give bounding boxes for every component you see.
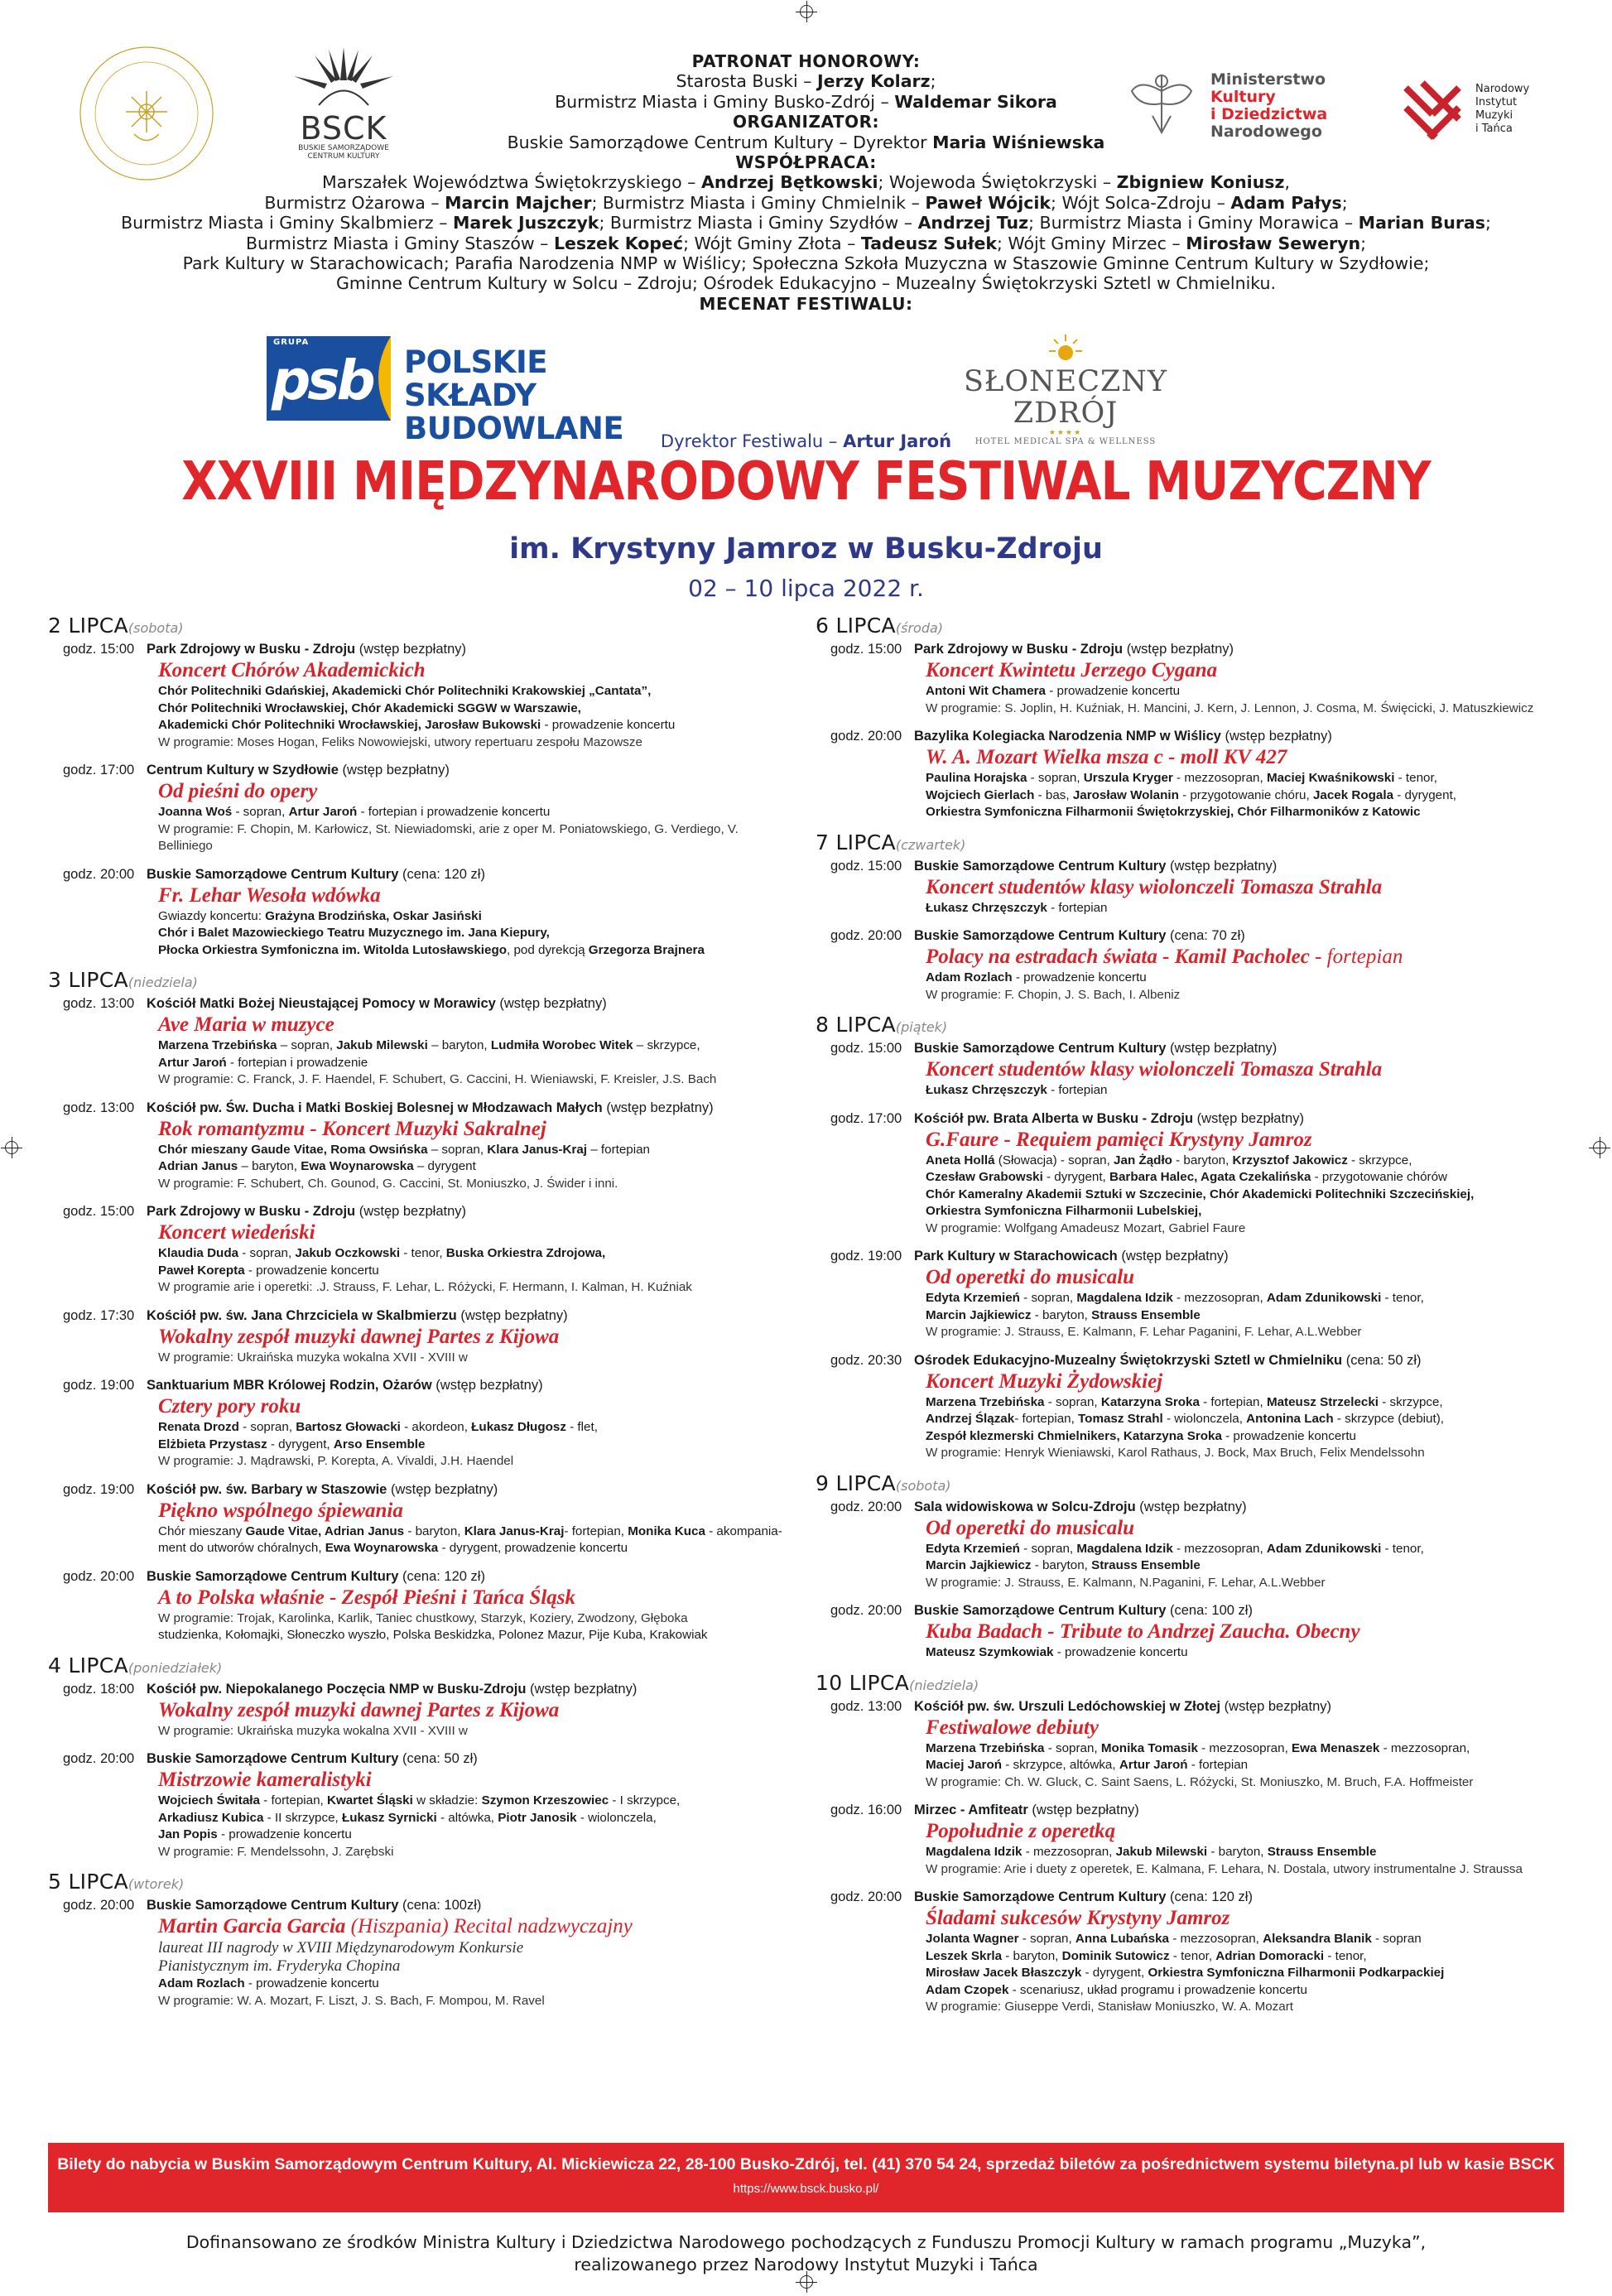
event — [816, 1247, 1561, 1341]
patronat-line-2: Burmistrz Miasta i Gminy Busko-Zdrój – Waldemar Sikora — [555, 91, 1057, 112]
day-date: 4 LIPCA — [48, 1653, 128, 1677]
day-date: 8 LIPCA — [816, 1013, 896, 1037]
event-program: W programie: J. Strauss, E. Kalmann, N.Paganini, F. Lehar, A.L.Webber — [926, 1575, 1326, 1590]
event — [48, 1750, 785, 1860]
event-title: Od operetki do musicalu — [926, 1266, 1135, 1288]
ministry-line-1: Ministerstwo — [1210, 70, 1326, 89]
event-performers: Jan Popis - prowadzenie koncertu — [158, 1827, 352, 1841]
event-time: godz. 17:00 — [830, 1110, 902, 1126]
coop-line: Burmistrz Ożarowa – Marcin Majcher; Burmistrz Miasta i Gminy Chmielnik – Paweł Wójcik; Wójt Solca-Zdroju – Adam Pałys; — [264, 192, 1348, 213]
event-time: godz. 19:00 — [830, 1249, 902, 1264]
psb-tag: GRUPA — [273, 338, 310, 347]
event-performers: Renata Drozd - sopran, Bartosz Głowacki - akordeon, Łukasz Długosz - flet, — [158, 1420, 598, 1434]
event — [48, 1480, 785, 1557]
event-venue: Buskie Samorządowe Centrum Kultury (cena: 50 zł) — [147, 1751, 478, 1766]
event-program: W programie: F. Schubert, Ch. Gounod, G. Caccini, St. Moniuszko, J. Świder i inni. — [158, 1176, 618, 1191]
day-weekday: (sobota) — [128, 620, 184, 636]
event — [816, 927, 1561, 1004]
event-performers: Chór Politechniki Gdańskiej, Akademicki Chór Politechniki Krakowskiej „Cantata”, — [158, 684, 652, 698]
event-performers: Paulina Horajska - sopran, Urszula Kryger - mezzosopran, Maciej Kwaśnikowski - tenor, — [926, 771, 1437, 785]
event-title: Koncert studentów klasy wiolonczeli Tomasza Strahla — [926, 875, 1383, 898]
event-program: W programie: F. Chopin, J. S. Bach, I. Albeniz — [926, 987, 1181, 1002]
event-header — [816, 1801, 1561, 1819]
event-header — [816, 857, 1561, 875]
event-header — [816, 1039, 1561, 1057]
day-weekday: (środa) — [895, 620, 944, 636]
psb-line-1: POLSKIE SKŁADY — [404, 344, 548, 413]
event-performers: Paweł Korepta - prowadzenie koncertu — [158, 1263, 379, 1278]
event-venue: Buskie Samorządowe Centrum Kultury (cena: 100 zł) — [914, 1603, 1253, 1618]
event-performers: Adrian Janus – baryton, Ewa Woynarowska – dyrygent — [158, 1159, 476, 1173]
event-time: godz. 18:00 — [63, 1681, 135, 1697]
event-performers: Wojciech Świtała - fortepian, Kwartet Śląski w składzie: Szymon Krzeszowiec - I skrzypce, — [158, 1793, 681, 1807]
event-time: godz. 20:00 — [830, 1889, 902, 1904]
event — [816, 1888, 1561, 2016]
event-header — [48, 1750, 785, 1768]
coop-line: Burmistrz Miasta i Gminy Skalbmierz – Marek Juszczyk; Burmistrz Miasta i Gminy Szydłów – Andrzej Tuz; Burmistrz Miasta i Gminy Morawica – Marian Buras; — [121, 213, 1491, 233]
event-performers: Orkiestra Symfoniczna Filharmonii Świętokrzyskiej, Chór Filharmoników z Katowic — [926, 805, 1421, 819]
psb-logo — [267, 336, 656, 446]
event — [816, 1351, 1561, 1462]
event-time: godz. 20:00 — [63, 1568, 135, 1584]
nimit-line-1: Narodowy — [1475, 83, 1530, 95]
registration-mark-bottom — [800, 2275, 813, 2289]
funding-note — [0, 2231, 1612, 2276]
event-program: W programie: Henryk Wieniawski, Karol Rathaus, J. Bock, Max Bruch, Felix Mendelssohn — [926, 1446, 1425, 1460]
event-performers: Jolanta Wagner - sopran, Anna Lubańska - mezzosopran, Aleksandra Blanik - sopran — [926, 1932, 1422, 1946]
event-note: Pianistycznym im. Fryderyka Chopina — [158, 1957, 401, 1975]
event-program: W programie: Ukraińska muzyka wokalna XVII - XVIII w — [158, 1723, 468, 1738]
sloneczny-tagline: HOTEL MEDICAL SPA & WELLNESS — [974, 437, 1157, 446]
event-performers: Edyta Krzemień - sopran, Magdalena Idzik - mezzosopran, Adam Zdunikowski - tenor, — [926, 1541, 1424, 1556]
coop-line: Marszałek Województwa Świętokrzyskiego – Andrzej Bętkowski; Wojewoda Świętokrzyski – Zbigniew Koniusz, — [322, 172, 1290, 193]
ministry-line-4: Narodowego — [1210, 123, 1322, 141]
event-program: W programie: Arie i duety z operetek, E. Kalmana, F. Lehara, N. Dostala, utwory instrumentalne J. Straussa — [926, 1861, 1523, 1876]
event-time: godz. 20:00 — [830, 729, 902, 744]
day-weekday: (piątek) — [895, 1019, 948, 1035]
header-credits — [108, 51, 1504, 314]
event-performers: Adam Rozlach - prowadzenie koncertu — [926, 970, 1147, 984]
event — [48, 640, 785, 751]
event-header — [48, 1680, 785, 1698]
event — [816, 1039, 1561, 1100]
event-performers: Płocka Orkiestra Symfoniczna im. Witolda Lutosławskiego, pod dyrekcją Grzegorza Brajnera — [158, 942, 705, 957]
event-title: Kuba Badach - Tribute to Andrzej Zaucha. Obecny — [926, 1620, 1360, 1643]
event-header — [48, 761, 785, 779]
event-header — [48, 1480, 785, 1499]
day-weekday: (wtorek) — [128, 1876, 185, 1892]
schedule-right-column — [816, 611, 1561, 2026]
event — [816, 1601, 1561, 1662]
day-date: 2 LIPCA — [48, 614, 128, 638]
event-header — [48, 1202, 785, 1220]
event-performers: Chór Kameralny Akademii Sztuki w Szczecinie, Chór Akademicki Politechniki Szczecińskiej, — [926, 1187, 1475, 1201]
event-time: godz. 20:30 — [830, 1352, 902, 1368]
bsck-logo-sub1: BUSKIE SAMORZĄDOWE — [298, 144, 389, 152]
event-title: Koncert studentów klasy wiolonczeli Tomasza Strahla — [926, 1058, 1383, 1081]
event-header — [48, 640, 785, 658]
day-weekday: (czwartek) — [895, 836, 966, 853]
event-title: Polacy na estradach świata - Kamil Pacholec - fortepian — [926, 946, 1403, 968]
ministry-line-3: i Dziedzictwa — [1210, 105, 1328, 123]
sloneczny-stars: ★★★★ — [1048, 429, 1083, 437]
event-title: Koncert Muzyki Żydowskiej — [926, 1369, 1163, 1393]
event-time: godz. 15:00 — [830, 1041, 902, 1056]
day-weekday: (sobota) — [895, 1477, 951, 1494]
event-performers: Adam Rozlach - prowadzenie koncertu — [158, 1976, 379, 1990]
funding-line-1: Dofinansowano ze środków Ministra Kultury i Dziedzictwa Narodowego pochodzących z Funduszu Promocji Kultury w ramach programu „Muzyka”, — [185, 2232, 1427, 2252]
event-title: Festiwalowe debiuty — [926, 1716, 1100, 1739]
event — [816, 857, 1561, 917]
event-title: Śladami sukcesów Krystyny Jamroz — [926, 1907, 1230, 1929]
event-venue: Park Kultury w Starachowicach (wstęp bezpłatny) — [914, 1249, 1229, 1264]
event-venue: Buskie Samorządowe Centrum Kultury (cena: 70 zł) — [914, 928, 1245, 943]
event — [48, 994, 785, 1089]
event-venue: Buskie Samorządowe Centrum Kultury (cena: 120 zł) — [147, 1568, 485, 1584]
event — [816, 1498, 1561, 1592]
event-header — [816, 1601, 1561, 1620]
mecenat-label: MECENAT FESTIWALU: — [699, 293, 913, 314]
day-heading — [816, 1472, 1561, 1498]
ticket-info-bar — [48, 2143, 1564, 2212]
coop-line: Park Kultury w Starachowicach; Parafia Narodzenia NMP w Wiślicy; Społeczna Szkoła Muzyczna w Staszowie Gminne Centrum Kultury w Szydłowie; — [182, 253, 1430, 274]
event-performers: Leszek Skrla - baryton, Dominik Sutowicz - tenor, Adrian Domoracki - tenor, — [926, 1948, 1367, 1963]
event-program: W programie: J. Mądrawski, P. Korepta, A. Vivaldi, J.H. Haendel — [158, 1454, 514, 1468]
event-performers: Adam Czopek - scenariusz, układ programu i prowadzenie koncertu — [926, 1982, 1307, 1997]
event-time: godz. 15:00 — [830, 642, 902, 657]
event-title: Ave Maria w muzyce — [158, 1013, 334, 1036]
event-venue: Park Zdrojowy w Busku - Zdroju (wstęp bezpłatny) — [147, 1204, 467, 1219]
event-venue: Kościół pw. Św. Ducha i Matki Boskiej Bolesnej w Młodzawach Małych (wstęp bezpłatny) — [147, 1100, 714, 1115]
event — [48, 1202, 785, 1297]
event-title: Wokalny zespół muzyki dawnej Partes z Kijowa — [158, 1325, 560, 1348]
event-header — [816, 1498, 1561, 1516]
day-weekday: (niedziela) — [128, 975, 198, 990]
event-header — [48, 1376, 785, 1394]
event-performers: Chór i Balet Mazowieckiego Teatru Muzycznego im. Jana Kiepury, — [158, 926, 550, 940]
event-header — [816, 640, 1561, 658]
festival-subtitle: im. Krystyny Jamroz w Busku-Zdroju — [509, 532, 1103, 566]
day-heading — [48, 1870, 785, 1896]
event-time: godz. 19:00 — [63, 1481, 135, 1497]
event-venue: Buskie Samorządowe Centrum Kultury (cena: 100zł) — [147, 1898, 482, 1913]
event-performers: ment do utworów chóralnych, Ewa Woynarowska - dyrygent, prowadzenie koncertu — [158, 1541, 628, 1555]
day-weekday: (niedziela) — [909, 1677, 979, 1693]
event-time: godz. 13:00 — [63, 1100, 135, 1115]
event-header — [816, 1888, 1561, 1906]
event-title: Koncert Kwintetu Jerzego Cygana — [926, 659, 1218, 681]
event-time: godz. 19:00 — [63, 1378, 135, 1393]
event-performers: Łukasz Chrzęszczyk - fortepian — [926, 1083, 1108, 1097]
event-venue: Sanktuarium MBR Królowej Rodzin, Ożarów (wstęp bezpłatny) — [147, 1378, 543, 1393]
event — [816, 640, 1561, 717]
event-title: G.Faure - Requiem pamięci Krystyny Jamroz — [926, 1128, 1312, 1151]
event-venue: Bazylika Kolegiacka Narodzenia NMP w Wiślicy (wstęp bezpłatny) — [914, 729, 1332, 744]
festival-director: Dyrektor Festiwalu – Artur Jaroń — [660, 431, 952, 451]
event-time: godz. 20:00 — [63, 1898, 135, 1913]
event-time: godz. 20:00 — [830, 928, 902, 943]
event-time: godz. 15:00 — [830, 858, 902, 874]
event-performers: Chór mieszany Gaude Vitae, Adrian Janus - baryton, Klara Janus-Kraj- fortepian, Monika Kuca - akompania- — [158, 1523, 782, 1538]
coop-label: WSPÓŁPRACA: — [735, 152, 877, 173]
nimit-line-4: i Tańca — [1475, 123, 1513, 135]
nimit-line-3: Muzyki — [1475, 109, 1513, 122]
ministry-line-2: Kultury — [1210, 88, 1276, 106]
funding-line-2: realizowanego przez Narodowy Instytut Muzyki i Tańca — [574, 2255, 1038, 2274]
day-date: 6 LIPCA — [816, 614, 896, 638]
event-header — [816, 1697, 1561, 1716]
event-performers: studzienka, Kołomajki, Słoneczko wyszło, Polska Beskidzka, Polonez Mazur, Pije Kuba, Krakowiak — [158, 1628, 708, 1642]
event-performers: Joanna Woś - sopran, Artur Jaroń - fortepian i prowadzenie koncertu — [158, 805, 551, 819]
event-note: laureat III nagrody w XVIII Międzynarodowym Konkursie — [158, 1939, 524, 1957]
day-heading — [816, 1013, 1561, 1039]
event-venue: Sala widowiskowa w Solcu-Zdroju (wstęp bezpłatny) — [914, 1499, 1247, 1514]
event-venue: Kościół pw. Niepokalanego Poczęcia NMP w Busku-Zdroju (wstęp bezpłatny) — [147, 1681, 638, 1697]
psb-mark: psb — [272, 349, 373, 412]
event-performers: Elżbieta Przystasz - dyrygent, Arso Ensemble — [158, 1437, 426, 1451]
day-weekday: (poniedziałek) — [128, 1659, 223, 1676]
event-program: W programie: Moses Hogan, Feliks Nowowiejski, utwory repertuaru zespołu Mazowsze — [158, 734, 642, 749]
event-performers: Mateusz Szymkowiak - prowadzenie koncertu — [926, 1645, 1188, 1659]
event-venue: Mirzec - Amfiteatr (wstęp bezpłatny) — [914, 1803, 1139, 1817]
event-performers: Antoni Wit Chamera - prowadzenie koncertu — [926, 684, 1181, 698]
event-time: godz. 15:00 — [63, 1204, 135, 1219]
event-venue: Centrum Kultury w Szydłowie (wstęp bezpłatny) — [147, 763, 450, 777]
coop-line: Gminne Centrum Kultury w Solcu – Zdroju; Ośrodek Edukacyjno – Muzealny Świętokrzyski Sztetl w Chmielniku. — [335, 273, 1277, 294]
event-venue: Kościół pw. św. Jana Chrzciciela w Skalbmierzu (wstęp bezpłatny) — [147, 1307, 568, 1323]
event-venue: Park Zdrojowy w Busku - Zdroju (wstęp bezpłatny) — [147, 642, 467, 657]
event-performers: Marzena Trzebińska – sopran, Jakub Milewski – baryton, Ludmiła Worobec Witek – skrzypce, — [158, 1038, 700, 1052]
event-title: Od pieśni do opery — [158, 780, 318, 802]
psb-line-2: BUDOWLANE — [404, 411, 624, 446]
event-header — [48, 1307, 785, 1325]
event-performers: Łukasz Chrzęszczyk - fortepian — [926, 900, 1108, 915]
event-program: W programie: F. Mendelssohn, J. Zarębski — [158, 1844, 394, 1859]
event-performers: Maciej Jaroń - skrzypce, altówka, Artur Jaroń - fortepian — [926, 1758, 1249, 1772]
event — [48, 761, 785, 855]
day-date: 10 LIPCA — [816, 1670, 910, 1695]
event-venue: Buskie Samorządowe Centrum Kultury (cena: 120 zł) — [147, 866, 485, 882]
event-program: W programie: F. Chopin, M. Karłowicz, St. Niewiadomski, arie z oper M. Poniatowskiego, G. Verdiego, V. Belliniego — [158, 821, 739, 853]
event-program: W programie: Ukraińska muzyka wokalna XVII - XVIII w — [158, 1350, 468, 1365]
event-performers: Marzena Trzebińska - sopran, Monika Tomasik - mezzosopran, Ewa Menaszek - mezzosopran, — [926, 1740, 1470, 1755]
event-header — [48, 1099, 785, 1117]
event-time: godz. 20:00 — [63, 866, 135, 882]
event-performers: Aneta Hollá (Słowacja) - sopran, Jan Żądło - baryton, Krzysztof Jakowicz - skrzypce, — [926, 1153, 1412, 1167]
day-heading — [48, 1654, 785, 1680]
day-date: 9 LIPCA — [816, 1470, 896, 1495]
event-title: Cztery pory roku — [158, 1395, 301, 1418]
website-link[interactable]: https://www.bsck.busko.pl/ — [733, 2182, 879, 2196]
event-performers: Magdalena Idzik - mezzosopran, Jakub Milewski - baryton, Strauss Ensemble — [926, 1845, 1377, 1859]
patronat-line-1: Starosta Buski – Jerzy Kolarz; — [676, 71, 936, 92]
event-title: Piękno wspólnego śpiewania — [158, 1499, 403, 1522]
event — [816, 1697, 1561, 1792]
event-performers: Gwiazdy koncertu: Grażyna Brodzińska, Oskar Jasiński — [158, 908, 482, 923]
event-performers: Marcin Jajkiewicz - baryton, Strauss Ensemble — [926, 1307, 1201, 1322]
event-title: Rok romantyzmu - Koncert Muzyki Sakralnej — [158, 1117, 546, 1140]
event — [816, 1801, 1561, 1878]
event-title: Fr. Lehar Wesoła wdówka — [158, 883, 381, 907]
registration-mark-right — [1593, 1141, 1606, 1154]
event-program: W programie arie i operetki: .J. Strauss, F. Lehar, L. Różycki, F. Hermann, I. Kalman, H. Kuźniak — [158, 1280, 692, 1294]
event-title: Mistrzowie kameralistyki — [158, 1769, 372, 1791]
bsck-logo-sub2: CENTRUM KULTURY — [307, 152, 380, 161]
event-performers: Orkiestra Symfoniczna Filharmonii Lubelskiej, — [926, 1204, 1202, 1218]
event-venue: Buskie Samorządowe Centrum Kultury (wstęp bezpłatny) — [914, 858, 1278, 874]
event-time: godz. 20:00 — [830, 1603, 902, 1618]
event-header — [816, 927, 1561, 945]
event-program: W programie: C. Franck, J. F. Haendel, F. Schubert, G. Caccini, H. Wieniawski, F. Kreisler, J.S. Bach — [158, 1072, 717, 1086]
event-performers: Chór Politechniki Wrocławskiej, Chór Akademicki SGGW w Warszawie, — [158, 700, 581, 715]
event-performers: Zespół klezmerski Chmielnikers, Katarzyna Sroka - prowadzenie koncertu — [926, 1428, 1357, 1443]
event-venue: Buskie Samorządowe Centrum Kultury (wstęp bezpłatny) — [914, 1041, 1278, 1056]
event-program: W programie: Trojak, Karolinka, Karlik, Taniec chustkowy, Starzyk, Koziery, Zwodzony, Głęboka — [158, 1610, 688, 1625]
event-time: godz. 20:00 — [63, 1751, 135, 1766]
event-header — [816, 1247, 1561, 1265]
event-venue: Kościół pw. Brata Alberta w Busku - Zdroju (wstęp bezpłatny) — [914, 1110, 1304, 1126]
day-heading — [48, 614, 785, 640]
event — [48, 1376, 785, 1470]
event-time: godz. 16:00 — [830, 1803, 902, 1817]
event-header — [816, 1109, 1561, 1128]
day-date: 7 LIPCA — [816, 830, 896, 854]
event-header — [48, 865, 785, 883]
event-program: W programie: S. Joplin, H. Kuźniak, H. Mancini, J. Kern, J. Lennon, J. Cosma, M. Święcicki, J. Matuszkiewicz — [926, 700, 1534, 715]
event-venue: Park Zdrojowy w Busku - Zdroju (wstęp bezpłatny) — [914, 642, 1234, 657]
event-venue: Kościół pw. św. Urszuli Ledóchowskiej w Złotej (wstęp bezpłatny) — [914, 1698, 1331, 1714]
bsck-logo-main: BSCK — [300, 110, 387, 147]
event — [48, 865, 785, 960]
event-title: Od operetki do musicalu — [926, 1516, 1135, 1539]
event-performers: Czesław Grabowski - dyrygent, Barbara Halec, Agata Czekalińska - przygotowanie chórów — [926, 1170, 1448, 1184]
event-program: W programie: Ch. W. Gluck, C. Saint Saens, L. Różycki, St. Moniuszko, M. Bruch, F.A. Hoffmeister — [926, 1774, 1474, 1789]
event-program: W programie: J. Strauss, E. Kalmann, F. Lehar Paganini, F. Lehar, A.L.Webber — [926, 1325, 1362, 1339]
event-venue: Ośrodek Edukacyjno-Muzealny Świętokrzyski Sztetl w Chmielniku (cena: 50 zł) — [914, 1352, 1422, 1368]
event-performers: Wojciech Gierlach - bas, Jarosław Wolanin - przygotowanie chóru, Jacek Rogala - dyrygent, — [926, 787, 1457, 802]
nimit-line-2: Instytut — [1475, 96, 1518, 108]
festival-dates: 02 – 10 lipca 2022 r. — [688, 575, 924, 602]
event-header — [48, 1896, 785, 1914]
event-venue: Kościół Matki Bożej Nieustającej Pomocy w Morawicy (wstęp bezpłatny) — [147, 996, 607, 1011]
event-title: Popołudnie z operetką — [926, 1820, 1116, 1842]
event — [816, 1109, 1561, 1238]
event-title: W. A. Mozart Wielka msza c - moll KV 427 — [926, 746, 1287, 768]
event-time: godz. 13:00 — [830, 1698, 902, 1714]
event-performers: Chór mieszany Gaude Vitae, Roma Owsińska – sopran, Klara Janus-Kraj – fortepian — [158, 1142, 651, 1157]
event-header — [816, 727, 1561, 745]
registration-mark-top — [800, 5, 813, 18]
day-date: 3 LIPCA — [48, 968, 128, 992]
event-program: W programie: Wolfgang Amadeusz Mozart, Gabriel Faure — [926, 1220, 1246, 1235]
event-performers: Klaudia Duda - sopran, Jakub Oczkowski - tenor, Buska Orkiestra Zdrojowa, — [158, 1246, 606, 1260]
event — [48, 1680, 785, 1740]
day-heading — [816, 1672, 1561, 1697]
registration-mark-left — [5, 1141, 18, 1154]
event-time: godz. 15:00 — [63, 642, 135, 657]
event-performers: Arkadiusz Kubica - II skrzypce, Łukasz Syrnicki - altówka, Piotr Janosik - wiolonczela, — [158, 1810, 657, 1825]
event-performers: Mirosław Jacek Błaszczyk - dyrygent, Orkiestra Symfoniczna Filharmonii Podkarpackiej — [926, 1966, 1445, 1980]
event-header — [816, 1351, 1561, 1369]
day-heading — [816, 614, 1561, 640]
organizer-label: ORGANIZATOR: — [733, 112, 879, 132]
event-venue: Kościół pw. św. Barbary w Staszowie (wstęp bezpłatny) — [147, 1481, 498, 1497]
event-program: W programie: W. A. Mozart, F. Liszt, J. S. Bach, F. Mompou, M. Ravel — [158, 1993, 545, 2008]
event-title: Koncert wiedeński — [158, 1221, 315, 1244]
event-time: godz. 13:00 — [63, 996, 135, 1011]
event — [48, 1896, 785, 2010]
ticket-info: Bilety do nabycia w Buskim Samorządowym Centrum Kultury, Al. Mickiewicza 22, 28-100 Busko-Zdrój, tel. (41) 370 54 24, sprzedaż biletów za pośrednictwem systemu biletyna.pl lub w kasie BSCK — [57, 2155, 1555, 2173]
event-title: Wokalny zespół muzyki dawnej Partes z Kijowa — [158, 1698, 560, 1721]
day-heading — [816, 831, 1561, 857]
event-header — [48, 1567, 785, 1586]
event-performers: Marzena Trzebińska - sopran, Katarzyna Sroka - fortepian, Mateusz Strzelecki - skrzypce, — [926, 1394, 1443, 1409]
schedule-left-column — [48, 611, 785, 2019]
event-header — [48, 994, 785, 1013]
event-time: godz. 20:00 — [830, 1499, 902, 1514]
festival-title: XXVIII MIĘDZYNARODOWY FESTIWAL MUZYCZNY — [181, 451, 1431, 513]
event — [48, 1307, 785, 1367]
day-date: 5 LIPCA — [48, 1870, 128, 1894]
event-title: A to Polska właśnie - Zespół Pieśni i Tańca Śląsk — [158, 1586, 575, 1609]
event — [816, 727, 1561, 821]
coop-lines — [108, 172, 1504, 293]
event-program: W programie: Giuseppe Verdi, Stanisław Moniuszko, W. A. Mozart — [926, 2000, 1293, 2014]
event-performers: Marcin Jajkiewicz - baryton, Strauss Ensemble — [926, 1558, 1201, 1572]
sloneczny-name: SŁONECZNY ZDRÓJ — [963, 365, 1168, 430]
event-performers: Akademicki Chór Politechniki Wrocławskiej, Jarosław Bukowski - prowadzenie koncertu — [158, 718, 676, 732]
event-performers: Edyta Krzemień - sopran, Magdalena Idzik - mezzosopran, Adam Zdunikowski - tenor, — [926, 1291, 1424, 1305]
event-title: Martin Garcia Garcia (Hiszpania) Recital nadzwyczajny — [158, 1915, 633, 1937]
patronat-label: PATRONAT HONOROWY: — [691, 51, 921, 71]
event — [48, 1099, 785, 1193]
organizer-line: Buskie Samorządowe Centrum Kultury – Dyrektor Maria Wiśniewska — [507, 132, 1105, 152]
event-performers: Andrzej Ślązak- fortepian, Tomasz Strahl - wiolonczela, Antonina Lach - skrzypce (debiut), — [926, 1412, 1444, 1426]
event-venue: Buskie Samorządowe Centrum Kultury (cena: 120 zł) — [914, 1889, 1253, 1904]
sloneczny-zdroj-logo — [929, 335, 1202, 446]
event-performers: Artur Jaroń - fortepian i prowadzenie — [158, 1055, 368, 1070]
event-time: godz. 17:00 — [63, 763, 135, 777]
event-title: Koncert Chórów Akademickich — [158, 659, 426, 681]
event-time: godz. 17:30 — [63, 1307, 135, 1323]
coop-line: Burmistrz Miasta i Gminy Staszów – Leszek Kopeć; Wójt Gminy Złota – Tadeusz Sułek; Wójt Gminy Mirzec – Mirosław Seweryn; — [245, 233, 1367, 253]
day-heading — [48, 969, 785, 994]
event — [48, 1567, 785, 1644]
